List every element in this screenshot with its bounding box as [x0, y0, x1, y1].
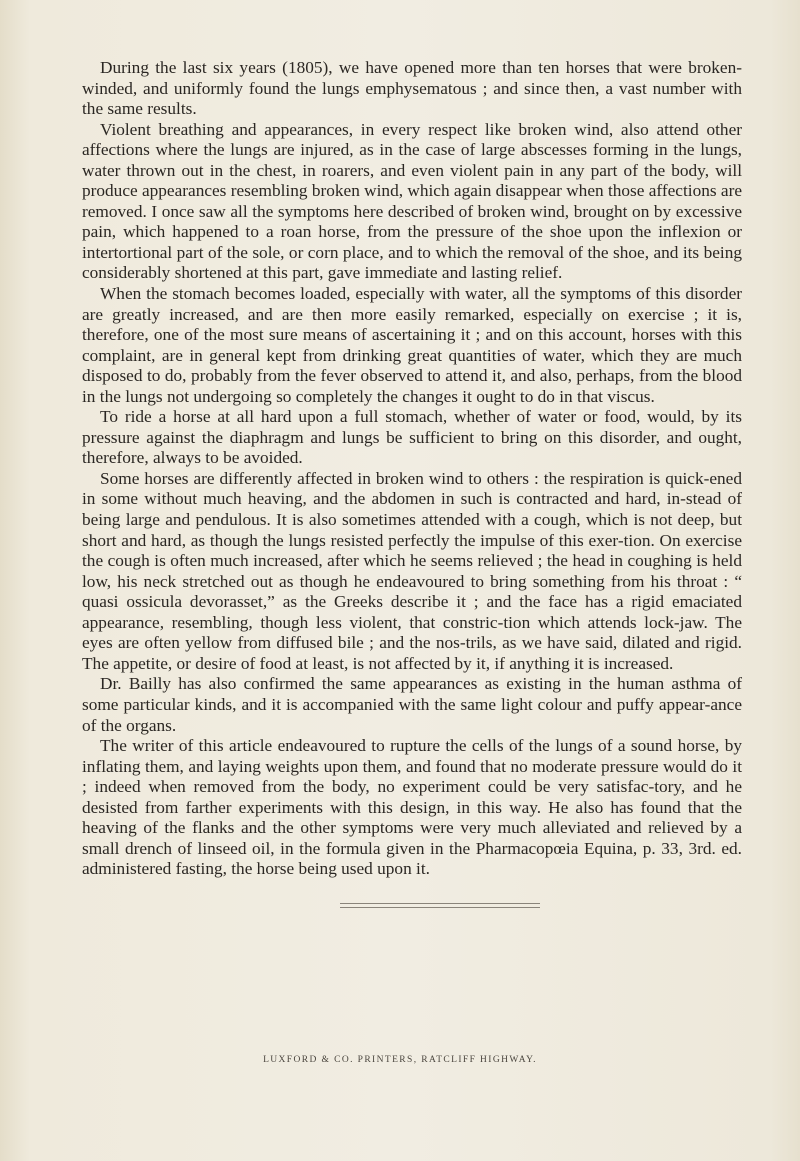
paragraph-1: During the last six years (1805), we have opened more than ten horses that were broken-winded, and uniformly found the lungs emphysematous ; and since then, a vast number with the same results.: [82, 58, 742, 119]
paragraph-3: When the stomach becomes loaded, especially with water, all the symptoms of this disorder are greatly increased, and are then more easily remarked, especially on exercise ; it is, therefore, one of the most sure means of ascertaining it ; and on this account, horses with this complaint, are in general kept from drinking great quantities of water, which they are much disposed to do, probably from the fever observed to attend it, and also, perhaps, from the blood in the lungs not undergoing so completely the changes it ought to do in that viscus.: [82, 284, 742, 406]
divider-rule-bottom: [340, 907, 540, 908]
paragraph-4: To ride a horse at all hard upon a full stomach, whether of water or food, would, by its pressure against the diaphragm and lungs be sufficient to bring on this disorder, and ought, therefore, always to be avoided.: [82, 407, 742, 468]
paragraph-6: Dr. Bailly has also confirmed the same appearances as existing in the human asthma of some particular kinds, and it is accompanied with the same light colour and puffy appear-ance of the organs.: [82, 674, 742, 735]
printer-imprint: LUXFORD & CO. PRINTERS, RATCLIFF HIGHWAY.: [263, 1055, 537, 1065]
paragraph-7: The writer of this article endeavoured to rupture the cells of the lungs of a sound horse, by inflating them, and laying weights upon them, and found that no moderate pressure would do it ; indeed when removed from the body, no experiment could be very satisfac-tory, and he desisted from farther experiments with this design, in this way. He also has found that the heaving of the flanks and the other symptoms were very much alleviated and relieved by a small drench of linseed oil, in the formula given in the Pharmacopœia Equina, p. 33, 3rd. ed. administered fasting, the horse being used upon it.: [82, 736, 742, 879]
body-text: [82, 58, 742, 880]
paragraph-2: Violent breathing and appearances, in every respect like broken wind, also attend other affections where the lungs are injured, as in the case of large abscesses forming in the lungs, water thrown out in the chest, in roarers, and even violent pain in any part of the body, will produce appearances resembling broken wind, which again disappear when those affections are removed. I once saw all the symptoms here described of broken wind, brought on by excessive pain, which happened to a roan horse, from the pressure of the shoe upon the inflexion or intertortional part of the sole, or corn place, and to which the removal of the shoe, and its being considerably shortened at this part, gave immediate and lasting relief.: [82, 119, 742, 283]
paragraph-5: Some horses are differently affected in broken wind to others : the respiration is quick-ened in some without much heaving, and the abdomen in such is contracted and hard, in-stead of being large and pendulous. It is also sometimes attended with a cough, which is not deep, but short and hard, as though the lungs resisted perfectly the impulse of this exer-tion. On exercise the cough is often much increased, after which he seems relieved ; the head in coughing is held low, his neck stretched out as though he endeavoured to bring something from his throat : “ quasi ossicula devorasset,” as the Greeks describe it ; and the face has a rigid emaciated appearance, resembling, though less violent, that constric-tion which attends lock-jaw. The eyes are often yellow from diffused bile ; and the nos-trils, as we have said, dilated and rigid. The appetite, or desire of food at least, is not affected by it, if anything it is increased.: [82, 468, 742, 673]
divider-rule-top: [340, 903, 540, 904]
